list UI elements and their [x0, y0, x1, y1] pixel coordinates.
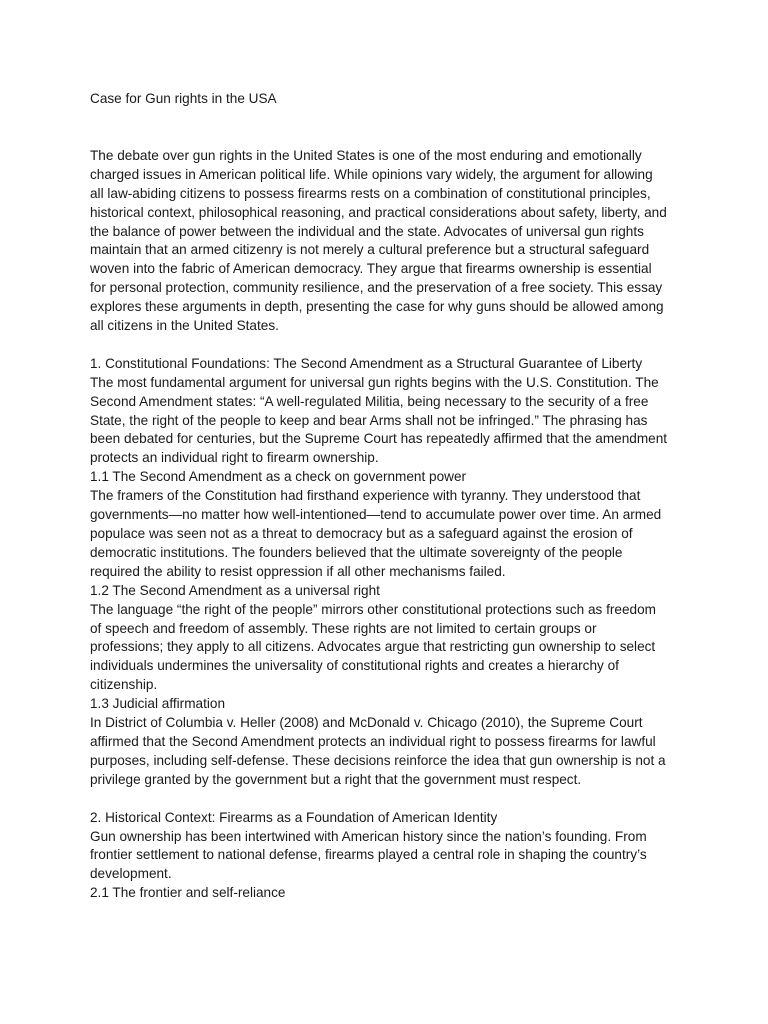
- text-line: democratic institutions. The founders believed that the ultimate sovereignty of the people: [90, 544, 623, 560]
- intro-paragraph: [90, 147, 688, 336]
- text-line: the balance of power between the individual and the state. Advocates of universal gun rights: [90, 223, 644, 239]
- text-line: Second Amendment states: “A well-regulated Militia, being necessary to the security of a free: [90, 393, 649, 409]
- text-line: all citizens in the United States.: [90, 318, 279, 334]
- text-line: governments—no matter how well-intentioned—tend to accumulate power over time. An armed: [90, 507, 662, 523]
- text-line: protects an individual right to firearm ownership.: [90, 450, 379, 466]
- text-line: The language “the right of the people” mirrors other constitutional protections such as freedom: [90, 601, 656, 617]
- text-line: all law-abiding citizens to possess firearms rests on a combination of constitutional principles,: [90, 185, 651, 201]
- text-line: purposes, including self-defense. These decisions reinforce the idea that gun ownership is not a: [90, 752, 666, 768]
- document-page: [90, 90, 688, 903]
- text-line: Gun ownership has been intertwined with American history since the nation’s founding. From: [90, 828, 647, 844]
- text-line: The debate over gun rights in the United States is one of the most enduring and emotionally: [90, 147, 642, 163]
- section-1-paragraph: [90, 374, 688, 469]
- section-2-paragraph: [90, 828, 688, 885]
- text-line: individuals undermines the universality of constitutional rights and creates a hierarchy of: [90, 658, 619, 674]
- spacer: [90, 109, 688, 147]
- text-line: woven into the fabric of American democracy. They argue that firearms ownership is essential: [90, 261, 652, 277]
- text-line: affirmed that the Second Amendment protects an individual right to possess firearms for lawful: [90, 733, 656, 749]
- text-line: privilege granted by the government but a right that the government must respect.: [90, 771, 582, 787]
- subsection-1-2-paragraph: [90, 601, 688, 696]
- subsection-1-3-paragraph: [90, 714, 688, 790]
- text-line: citizenship.: [90, 677, 158, 693]
- text-line: historical context, philosophical reasoning, and practical considerations about safety, liberty, and: [90, 204, 667, 220]
- text-line: explores these arguments in depth, presenting the case for why guns should be allowed among: [90, 299, 664, 315]
- subsection-2-1-heading: 2.1 The frontier and self-reliance: [90, 885, 286, 901]
- text-line: for personal protection, community resilience, and the preservation of a free society. This essay: [90, 280, 663, 296]
- document-title: Case for Gun rights in the USA: [90, 91, 277, 106]
- text-line: professions; they apply to all citizens. Advocates argue that restricting gun ownership to select: [90, 639, 656, 655]
- section-2-heading: 2. Historical Context: Firearms as a Foundation of American Identity: [90, 809, 498, 825]
- spacer: [90, 336, 688, 355]
- text-line: charged issues in American political life. While opinions vary widely, the argument for allowing: [90, 166, 653, 182]
- text-line: maintain that an armed citizenry is not merely a cultural preference but a structural safeguard: [90, 242, 650, 258]
- text-line: The framers of the Constitution had firsthand experience with tyranny. They understood that: [90, 488, 641, 504]
- text-line: development.: [90, 866, 172, 882]
- subsection-1-1-heading: 1.1 The Second Amendment as a check on government power: [90, 469, 467, 485]
- text-line: The most fundamental argument for universal gun rights begins with the U.S. Constitution. The: [90, 374, 659, 390]
- spacer: [90, 790, 688, 809]
- text-line: required the ability to resist oppression if all other mechanisms failed.: [90, 563, 506, 579]
- text-line: In District of Columbia v. Heller (2008) and McDonald v. Chicago (2010), the Supreme Court: [90, 715, 643, 731]
- text-line: populace was seen not as a threat to democracy but as a safeguard against the erosion of: [90, 526, 633, 542]
- text-line: State, the right of the people to keep and bear Arms shall not be infringed.” The phrasing has: [90, 412, 648, 428]
- text-line: of speech and freedom of assembly. These rights are not limited to certain groups or: [90, 620, 597, 636]
- subsection-1-2-heading: 1.2 The Second Amendment as a universal right: [90, 582, 380, 598]
- text-line: been debated for centuries, but the Supreme Court has repeatedly affirmed that the amendment: [90, 431, 668, 447]
- section-1-heading: 1. Constitutional Foundations: The Second Amendment as a Structural Guarantee of Liberty: [90, 355, 643, 371]
- subsection-1-1-paragraph: [90, 487, 688, 582]
- text-line: frontier settlement to national defense, firearms played a central role in shaping the country’s: [90, 847, 647, 863]
- subsection-1-3-heading: 1.3 Judicial affirmation: [90, 696, 226, 712]
